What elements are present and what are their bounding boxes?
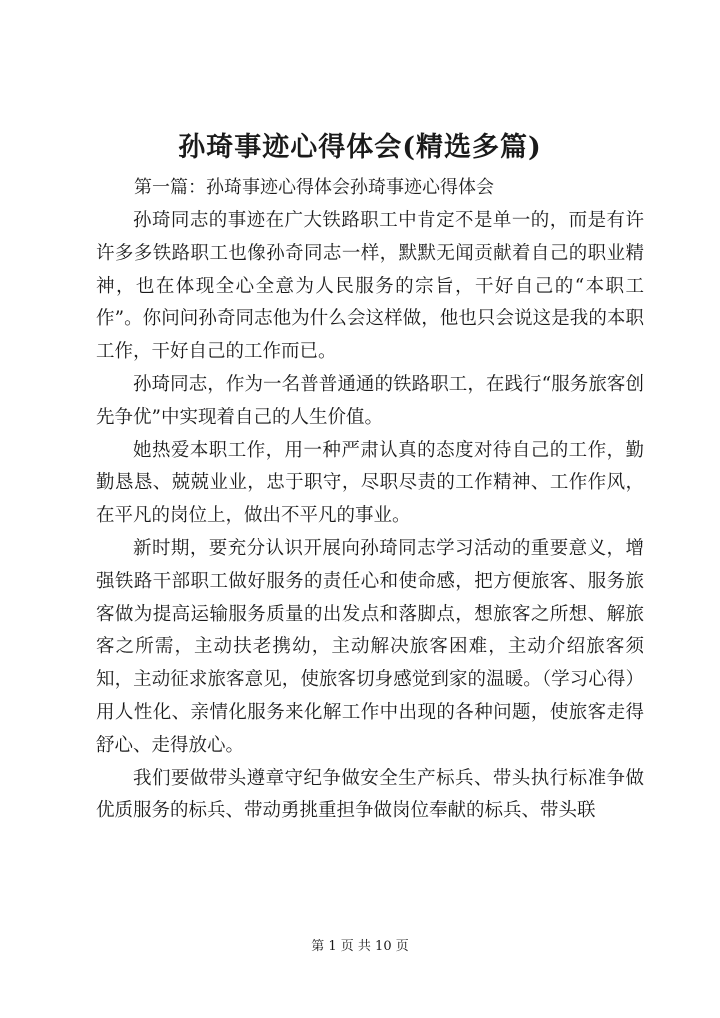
page-footer: 第 1 页 共 10 页 [311, 939, 409, 954]
paragraph: 我们要做带头遵章守纪争做安全生产标兵、带头执行标准争做优质服务的标兵、带动勇挑重担争做岗位奉献的标兵、带头联 [96, 767, 644, 822]
document-body [96, 205, 644, 828]
paragraph: 孙琦同志，作为一名普普通通的铁路职工，在践行“服务旅客创先争优”中实现着自己的人生价值。 [96, 373, 644, 428]
paragraph: 孙琦同志的事迹在广大铁路职工中肯定不是单一的，而是有许许多多铁路职工也像孙奇同志一样，默默无闻贡献着自己的职业精神，也在体现全心全意为人民服务的宗旨，干好自己的“本职工作”。你问问孙奇同志他为什么会这样做，他也只会说这是我的本职工作，干好自己的工作而已。 [96, 210, 644, 363]
paragraph: 她热爱本职工作，用一种严肃认真的态度对待自己的工作，勤勤恳恳、兢兢业业，忠于职守，尽职尽责的工作精神、工作作风，在平凡的岗位上，做出不平凡的事业。 [96, 439, 644, 527]
section-heading: 第一篇：孙琦事迹心得体会孙琦事迹心得体会 [134, 177, 494, 198]
document-title: 孙琦事迹心得体会(精选多篇) [178, 132, 542, 163]
paragraph: 新时期，要充分认识开展向孙琦同志学习活动的重要意义，增强铁路干部职工做好服务的责任心和使命感，把方便旅客、服务旅客做为提高运输服务质量的出发点和落脚点，想旅客之所想、解旅客之所需，主动扶老携幼，主动解决旅客困难，主动介绍旅客须知，主动征求旅客意见，使旅客切身感觉到家的温暖。（学习心得）用人性化、亲情化服务来化解工作中出现的各种问题，使旅客走得舒心、走得放心。 [96, 537, 644, 756]
